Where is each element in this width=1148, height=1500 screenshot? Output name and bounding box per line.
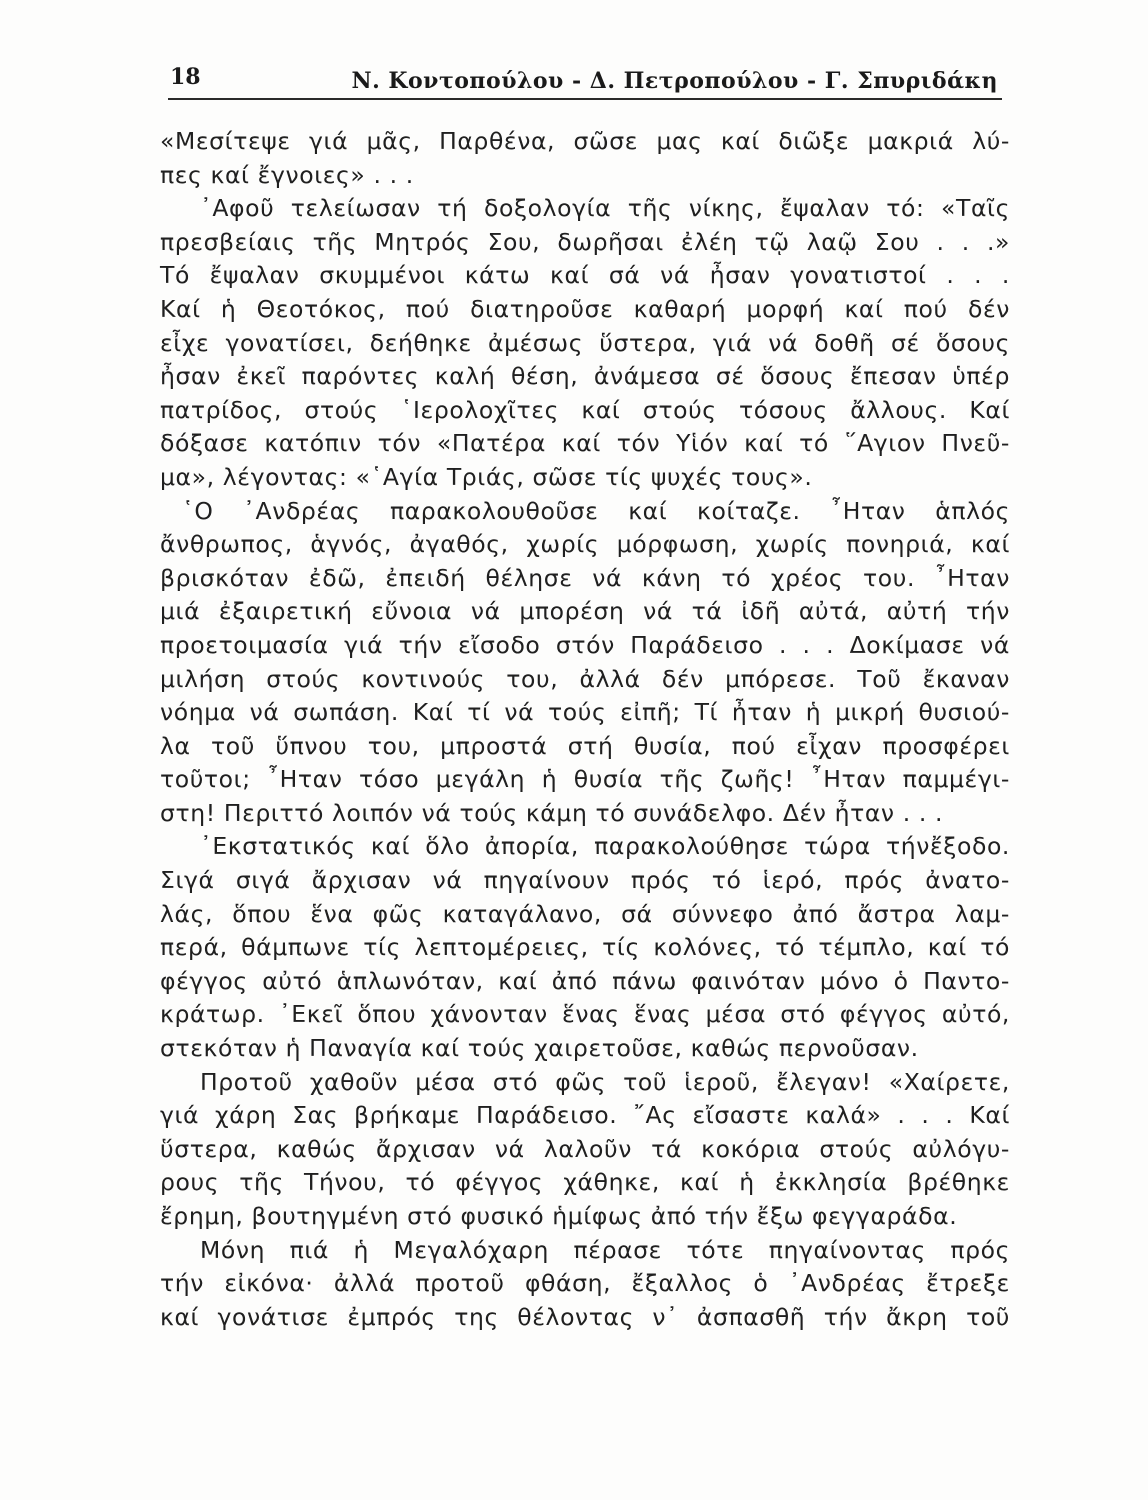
text-line: ἦσαν ἐκεῖ παρόντες καλή θέση, ἀνάμεσα σέ ὅσους ἔπεσαν ὑπέρ [160,362,1010,391]
text-line: μιλήση στούς κοντινούς του, ἀλλά δέν μπόρεσε. Τοῦ ἔκαναν [160,664,1010,693]
text-line: νόημα νά σωπάση. Καί τί νά τούς εἰπῆ; Τί ἦταν ἡ μικρή θυσιού- [160,698,1010,727]
text-line: Καί ἡ Θεοτόκος, πού διατηροῦσε καθαρή μορφή καί πού δέν [160,294,1010,323]
text-line: Σιγά σιγά ἄρχισαν νά πηγαίνουν πρός τό ἱερό, πρός ἀνατο- [160,866,1010,895]
text-line: «Μεσίτεψε γιά μᾶς, Παρθένα, σῶσε μας καί διῶξε μακριά λύ- [160,127,1010,155]
text-line: καί γονάτισε ἐμπρός της θέλοντας ν᾿ ἀσπασθῆ τήν ἄκρη τοῦ [160,1302,1010,1331]
text-line: γιά χάρη Σας βρήκαμε Παράδεισο. ῎Ας εἴσαστε καλά» . . . Καί [160,1101,1010,1130]
text-line: ρους τῆς Τήνου, τό φέγγος χάθηκε, καί ἡ ἐκκλησία βρέθηκε [160,1168,1010,1197]
text-line: μιά ἐξαιρετική εὔνοια νά μπορέση νά τά ἰδῆ αὐτά, αὐτή τήν [160,597,1010,626]
running-title-authors: Ν. Κοντοπούλου - Δ. Πετροπούλου - Γ. Σπυριδάκη [351,68,998,94]
header-rule [168,98,1002,100]
text-line: λα τοῦ ὕπνου του, μπροστά στή θυσία, πού εἶχαν προσφέρει [160,731,1010,760]
text-line: στη! Περιττό λοιπόν νά τούς κάμη τό συνάδελφο. Δέν ἦταν . . . [160,798,944,827]
text-line: δόξασε κατόπιν τόν «Πατέρα καί τόν Υἱόν καί τό ῞Αγιον Πνεῦ- [160,429,1010,458]
text-line: εἶχε γονατίσει, δεήθηκε ἀμέσως ὕστερα, γιά νά δοθῆ σέ ὅσους [160,328,1010,357]
text-line: κράτωρ. ᾿Εκεῖ ὅπου χάνονταν ἕνας ἕνας μέσα στό φέγγος αὐτό, [160,1000,1010,1029]
text-line: ᾿Εκστατικός καί ὅλο ἀπορία, παρακολούθησε τώρα τήνἔξοδο. [200,832,1010,861]
text-line: ῾Ο ᾿Ανδρέας παρακολουθοῦσε καί κοίταζε. ῏Ηταν ἁπλός [182,496,1010,525]
text-line: τήν εἰκόνα· ἀλλά προτοῦ φθάση, ἔξαλλος ὁ ᾿Ανδρέας ἔτρεξε [160,1269,1010,1298]
text-line: πατρίδος, στούς ῾Ιερολοχῖτες καί στούς τόσους ἄλλους. Καί [160,395,1010,424]
text-line: προετοιμασία γιά τήν εἴσοδο στόν Παράδεισο . . . Δοκίμασε νά [160,630,1010,659]
text-line: πες καί ἔγνοιες» . . . [160,160,414,189]
text-line: Προτοῦ χαθοῦν μέσα στό φῶς τοῦ ἱεροῦ, ἔλεγαν! «Χαίρετε, [200,1067,1010,1096]
body-text [160,125,1010,1334]
text-line: βρισκόταν ἐδῶ, ἐπειδή θέλησε νά κάνη τό χρέος του. ῏Ηταν [160,563,1010,592]
text-line: μα», λέγοντας: «῾Αγία Τριάς, σῶσε τίς ψυχές τους». [160,462,813,491]
text-line: ὕστερα, καθώς ἄρχισαν νά λαλοῦν τά κοκόρια στούς αὐλόγυ- [160,1134,1010,1163]
text-line: ἔρημη, βουτηγμένη στό φυσικό ἡμίφως ἀπό τήν ἔξω φεγγαράδα. [160,1202,958,1230]
text-line: Μόνη πιά ἡ Μεγαλόχαρη πέρασε τότε πηγαίνοντας πρός [200,1235,1010,1264]
text-line: στεκόταν ἡ Παναγία καί τούς χαιρετοῦσε, καθώς περνοῦσαν. [160,1034,919,1063]
text-line: ᾿Αφοῦ τελείωσαν τή δοξολογία τῆς νίκης, ἔψαλαν τό: «Ταῖς [200,194,1010,223]
text-line: περά, θάμπωνε τίς λεπτομέρειες, τίς κολόνες, τό τέμπλο, καί τό [160,933,1010,962]
text-line: φέγγος αὐτό ἁπλωνόταν, καί ἀπό πάνω φαινόταν μόνο ὁ Παντο- [160,966,1010,995]
text-line: λάς, ὅπου ἕνα φῶς καταγάλανο, σά σύννεφο ἀπό ἄστρα λαμ- [160,899,1010,928]
running-header [168,58,1002,98]
text-line: Τό ἔψαλαν σκυμμένοι κάτω καί σά νά ἦσαν γονατιστοί . . . [160,261,1010,290]
page-number: 18 [170,64,201,90]
text-line: ἄνθρωπος, ἁγνός, ἀγαθός, χωρίς μόρφωση, χωρίς πονηριά, καί [160,530,1010,559]
text-line: τοῦτοι; ῏Ηταν τόσο μεγάλη ἡ θυσία τῆς ζωῆς! ῏Ηταν παμμέγι- [160,765,1010,794]
text-line: πρεσβείαις τῆς Μητρός Σου, δωρῆσαι ἐλέη τῷ λαῷ Σου . . .» [160,227,1010,256]
